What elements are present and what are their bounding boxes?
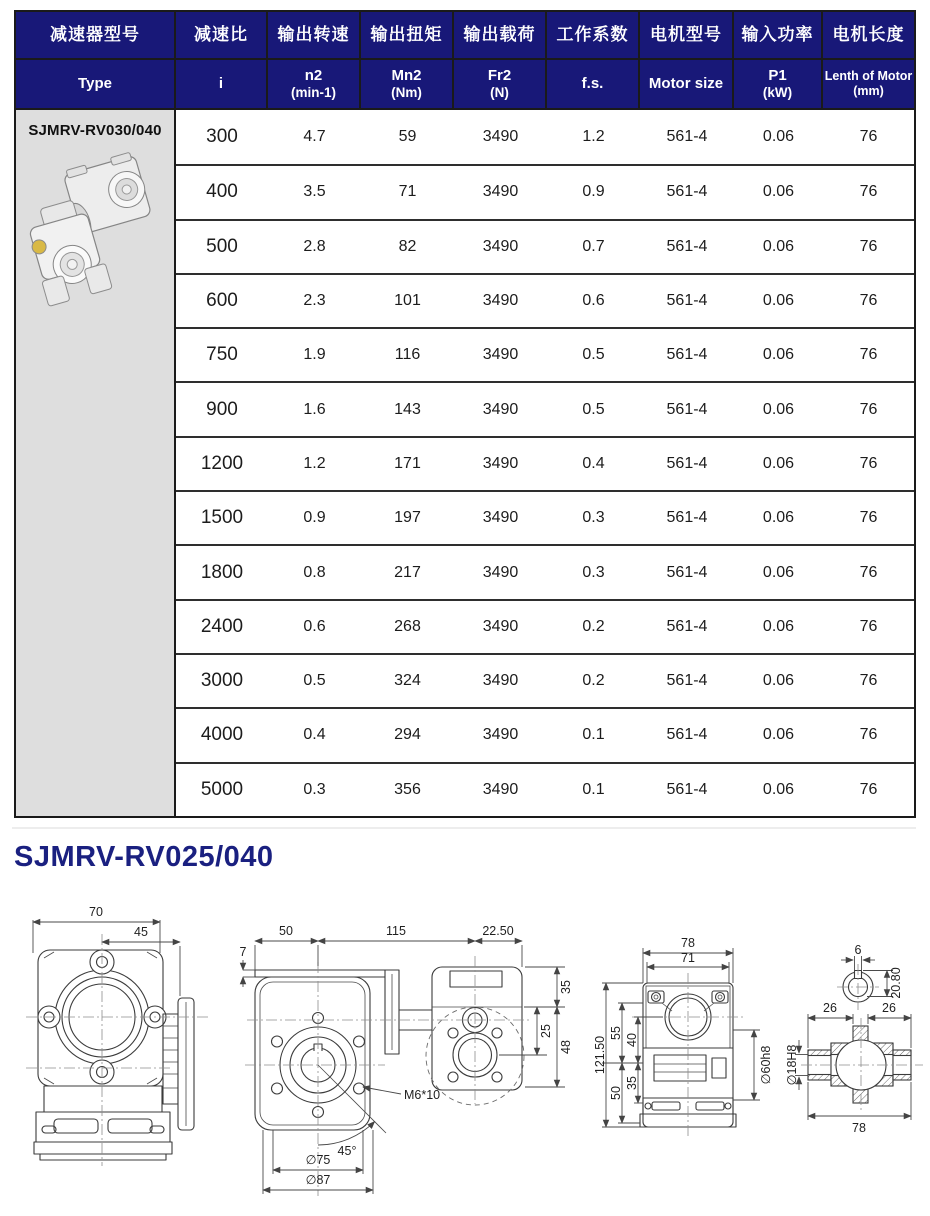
table-cell: 0.06 [734,273,823,327]
column-header-torque-en [361,60,454,110]
header-line: Motor size [648,75,724,93]
column-header-length-en [823,60,914,110]
column-header-power-cn: 输入功率 [734,12,823,60]
table-cell: 0.5 [547,327,640,381]
table-cell: 0.8 [268,544,361,598]
column-header-speed-en [268,60,361,110]
table-cell: 0.4 [268,707,361,761]
table-cell: 76 [823,381,914,435]
table-cell: 0.06 [734,381,823,435]
table-cell: 356 [361,762,454,816]
table-cell: 0.1 [547,762,640,816]
dimension-label: 7 [239,945,247,959]
dimension-label: 50 [609,1086,623,1100]
table-cell: 600 [176,273,268,327]
table-cell: 116 [361,327,454,381]
table-cell: 0.6 [547,273,640,327]
dimension-label: 115 [386,924,406,938]
table-cell: 3490 [454,164,547,218]
table-cell: 71 [361,164,454,218]
table-cell: 76 [823,436,914,490]
column-header-factor-en [547,60,640,110]
table-cell: 561-4 [640,273,734,327]
table-cell: 0.5 [547,381,640,435]
header-unit: (mm) [853,84,884,98]
dimension-label: 78 [852,1121,866,1135]
table-cell: 0.7 [547,219,640,273]
table-cell: 3490 [454,381,547,435]
table-cell: 561-4 [640,436,734,490]
table-cell: 2.8 [268,219,361,273]
header-line: i [218,75,224,93]
table-cell: 4000 [176,707,268,761]
table-cell: 750 [176,327,268,381]
table-cell: 1500 [176,490,268,544]
dimension-label: 40 [625,1033,639,1047]
section-title: SJMRV-RV025/040 [14,841,274,873]
table-cell: 0.3 [547,490,640,544]
dimension-label: 6 [854,943,862,957]
spec-grid [16,12,914,816]
table-cell: 0.9 [268,490,361,544]
dimension-label: 48 [559,1040,573,1054]
table-cell: 76 [823,219,914,273]
dimension-label: ∅75 [305,1153,331,1167]
column-header-speed-cn: 输出转速 [268,12,361,60]
table-cell: 76 [823,707,914,761]
table-cell: 3490 [454,327,547,381]
column-header-type-en [16,60,176,110]
table-cell: 1.9 [268,327,361,381]
dimension-label: 26 [882,1001,896,1015]
table-cell: 3490 [454,653,547,707]
table-cell: 0.06 [734,436,823,490]
header-line: n2 [304,67,323,85]
table-cell: 324 [361,653,454,707]
model-name: SJMRV-RV030/040 [28,122,162,139]
column-header-length-cn: 电机长度 [823,12,914,60]
column-header-load-cn: 输出载荷 [454,12,547,60]
header-line: P1 [768,67,787,85]
table-cell: 76 [823,327,914,381]
table-cell: 294 [361,707,454,761]
header-line: Fr2 [487,67,512,85]
dimension-label: 70 [89,905,103,919]
table-cell: 76 [823,762,914,816]
table-cell: 4.7 [303,128,326,146]
table-cell: 3490 [454,762,547,816]
drawing-side-view [235,898,575,1216]
table-cell: 400 [176,164,268,218]
table-cell: 1800 [176,544,268,598]
header-unit: (N) [490,84,509,100]
header-unit: (kW) [762,84,793,100]
table-cell: 76 [823,490,914,544]
table-cell: 82 [361,219,454,273]
header-line: f.s. [581,75,604,93]
table-cell: 0.06 [734,327,823,381]
table-cell: 3490 [454,707,547,761]
dimension-label: 20.80 [889,967,903,999]
table-cell: 0.06 [734,599,823,653]
dimension-label: 22.50 [482,924,514,938]
table-cell: 0.2 [547,653,640,707]
table-cell: 0.2 [547,599,640,653]
table-cell: 561-4 [640,653,734,707]
table-cell: 561-4 [640,164,734,218]
table-cell: 3490 [454,273,547,327]
table-cell: 0.06 [734,490,823,544]
table-cell: 500 [176,219,268,273]
table-cell: 0.06 [734,707,823,761]
column-header-ratio-cn: 减速比 [176,12,268,60]
gearbox-product-image [25,147,165,322]
header-line: Type [78,75,112,93]
table-cell: 101 [361,273,454,327]
column-header-torque-cn: 输出扭矩 [361,12,454,60]
header-unit: (min-1) [291,84,336,100]
table-cell: 0.06 [734,653,823,707]
table-cell: 561-4 [640,544,734,598]
drawing-rear-view [588,898,788,1216]
table-cell: 76 [823,653,914,707]
dimension-label: 71 [681,951,695,965]
dimension-label: 45 [134,925,148,939]
table-cell: 561-4 [640,219,734,273]
table-cell: 0.06 [734,544,823,598]
column-header-motor-cn: 电机型号 [640,12,734,60]
table-cell: 3.5 [268,164,361,218]
table-cell: 0.3 [547,544,640,598]
table-cell: 561-4 [640,490,734,544]
table-cell: 0.6 [268,599,361,653]
column-header-type-cn: 减速器型号 [16,12,176,60]
table-cell: 3490 [454,599,547,653]
dimension-label: 35 [559,980,573,994]
column-header-power-en [734,60,823,110]
table-cell: 268 [361,599,454,653]
column-header-ratio-en [176,60,268,110]
drawing-front-view [10,898,235,1210]
table-cell: 3490 [454,436,547,490]
type-cell [16,110,176,816]
table-cell: 0.5 [268,653,361,707]
table-cell: 1200 [176,436,268,490]
table-cell: 76 [823,544,914,598]
table-cell: 900 [176,381,268,435]
table-cell: 561-4 [640,327,734,381]
dimension-label: 35 [625,1076,639,1090]
dimension-label: 25 [539,1024,553,1038]
table-cell: 76 [823,273,914,327]
column-header-motor-en [640,60,734,110]
table-cell: 2.3 [268,273,361,327]
table-cell: 561-4 [640,707,734,761]
dimension-label: ∅87 [305,1173,331,1187]
dimension-label: 50 [279,924,293,938]
dimension-label: 78 [681,936,695,950]
table-cell: 3490 [454,490,547,544]
dimension-label: ∅18H8 [785,1044,799,1086]
table-cell: 76 [859,128,878,146]
dimension-label: 121.50 [593,1035,607,1075]
table-cell: 561-4 [666,128,708,146]
angle-label: 45° [337,1144,357,1158]
table-cell: 0.1 [547,707,640,761]
table-cell: 0.06 [762,128,795,146]
header-line: Mn2 [391,67,422,85]
table-cell: 171 [361,436,454,490]
table-cell: 0.3 [268,762,361,816]
drawing-shaft-section [783,898,930,1216]
dimension-label: ∅60h8 [759,1045,773,1085]
spec-table [14,10,916,818]
table-cell: 2400 [176,599,268,653]
table-cell: 0.4 [547,436,640,490]
table-shadow-line [12,827,916,829]
table-cell: 3490 [454,544,547,598]
table-cell: 1.2 [582,128,605,146]
table-cell: 217 [361,544,454,598]
table-cell: 3490 [482,128,519,146]
dimension-label: 55 [609,1026,623,1040]
table-cell: 5000 [176,762,268,816]
dimension-label: 26 [823,1001,837,1015]
table-cell: 76 [823,164,914,218]
thread-callout: M6*10 [404,1088,441,1102]
table-cell: 59 [398,128,417,146]
table-cell: 561-4 [640,599,734,653]
header-unit: (Nm) [391,84,422,100]
table-cell: 3490 [454,219,547,273]
table-cell: 0.06 [734,762,823,816]
header-line: Lenth of Motor [824,69,913,84]
table-cell: 3000 [176,653,268,707]
table-cell: 300 [206,126,238,148]
table-cell: 0.06 [734,164,823,218]
table-cell: 197 [361,490,454,544]
column-header-load-en [454,60,547,110]
column-header-factor-cn: 工作系数 [547,12,640,60]
table-cell: 143 [361,381,454,435]
table-cell: 1.2 [268,436,361,490]
table-cell: 561-4 [640,381,734,435]
table-cell: 561-4 [640,762,734,816]
table-cell: 0.9 [547,164,640,218]
table-cell: 76 [823,599,914,653]
table-cell: 0.06 [734,219,823,273]
table-cell: 1.6 [268,381,361,435]
